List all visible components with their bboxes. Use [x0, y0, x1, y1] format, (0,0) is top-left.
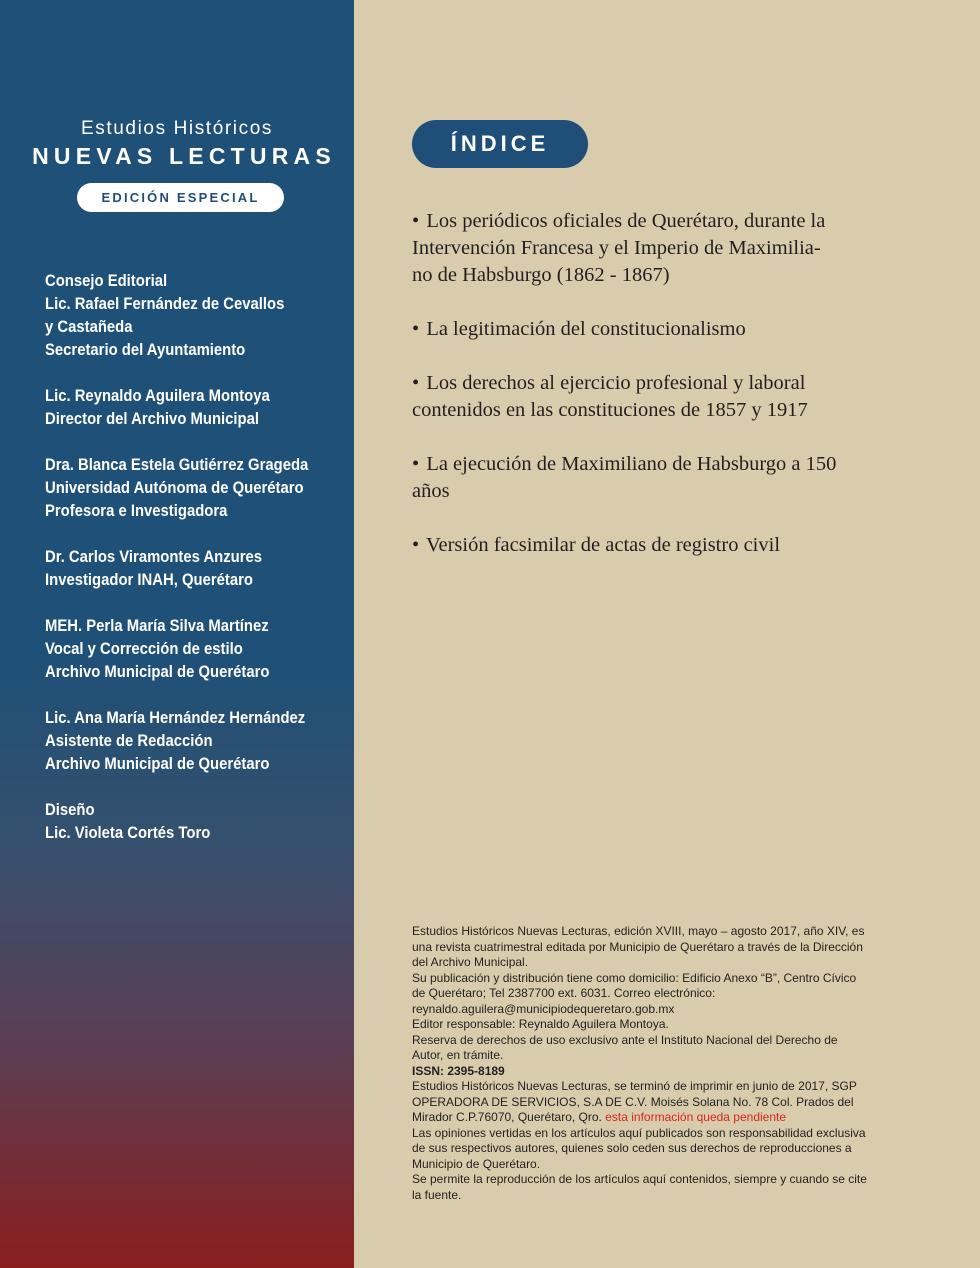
credit-block — [45, 385, 350, 431]
colophon — [412, 924, 912, 1203]
credit-line: Lic. Rafael Fernández de Cevallos — [45, 295, 285, 313]
index-item-text: no de Habsburgo (1862 - 1867) — [412, 264, 670, 286]
colophon-line: Las opiniones vertidas en los artículos aquí publicados son responsabilidad exclusiva — [412, 1125, 866, 1140]
bullet-icon: • — [412, 453, 420, 475]
colophon-publication-info — [412, 924, 912, 1064]
index-item-line — [412, 478, 912, 505]
brand-subtitle: NUEVAS LECTURAS — [32, 143, 336, 169]
credit-block — [45, 799, 350, 845]
index-item — [412, 370, 912, 424]
edition-badge — [77, 183, 284, 212]
issn: ISSN: 2395-8189 — [412, 1063, 505, 1078]
index-item-text: La legitimación del constitucionalismo — [426, 318, 746, 340]
colophon-line: de Querétaro; Tel 2387700 ext. 6031. Correo electrónico: — [412, 986, 716, 1000]
index-item-text: Los periódicos oficiales de Querétaro, durante la — [426, 210, 826, 232]
colophon-line: del Archivo Municipal. — [412, 955, 529, 969]
bullet-icon: • — [412, 210, 420, 232]
index-item-text: La ejecución de Maximiliano de Habsburgo a 150 — [426, 453, 837, 475]
credit-line: MEH. Perla María Silva Martínez — [45, 617, 269, 635]
colophon-line: Su publicación y distribución tiene como domicilio: Edificio Anexo “B”, Centro Cívico — [412, 970, 857, 985]
colophon-line: la fuente. — [412, 1187, 462, 1202]
colophon-line: Estudios Históricos Nuevas Lecturas, se terminó de imprimir en junio de 2017, SGP — [412, 1079, 857, 1093]
credit-line: Lic. Reynaldo Aguilera Montoya — [45, 387, 270, 405]
index-item — [412, 451, 912, 505]
colophon-line: reynaldo.aguilera@municipiodequeretaro.gob.mx — [412, 1001, 675, 1016]
index-item-line — [412, 235, 912, 262]
credit-line: Investigador INAH, Querétaro — [45, 571, 253, 589]
index-item — [412, 208, 912, 289]
colophon-address-line — [412, 1110, 912, 1126]
edition-badge-label: EDICIÓN ESPECIAL — [101, 190, 260, 205]
index-item-line — [412, 397, 912, 424]
colophon-disclaimer — [412, 1126, 912, 1204]
index-item-text: Intervención Francesa y el Imperio de Maximilia- — [412, 237, 821, 259]
index-item-line — [412, 316, 912, 343]
colophon-line: Municipio de Querétaro. — [412, 1156, 541, 1171]
index-item-line — [412, 208, 912, 235]
bullet-icon: • — [412, 372, 420, 394]
credit-line: Universidad Autónoma de Querétaro — [45, 479, 304, 497]
index-item-text: años — [412, 480, 450, 502]
credit-line: Diseño — [45, 801, 95, 819]
index-item-line — [412, 262, 912, 289]
credit-line: Vocal y Corrección de estilo — [45, 640, 243, 658]
index-item-line — [412, 532, 912, 559]
credit-line: Lic. Ana María Hernández Hernández — [45, 709, 306, 727]
colophon-line: Editor responsable: Reynaldo Aguilera Montoya. — [412, 1017, 669, 1031]
credit-line: Consejo Editorial — [45, 272, 168, 290]
credit-line: Profesora e Investigadora — [45, 502, 228, 520]
credit-block — [45, 270, 350, 362]
credit-line: Secretario del Ayuntamiento — [45, 341, 246, 359]
credit-block — [45, 546, 350, 592]
credit-block — [45, 454, 350, 523]
editorial-credits — [45, 270, 350, 868]
index-list — [412, 208, 912, 586]
index-item — [412, 532, 912, 559]
brand-title: Estudios Históricos — [81, 118, 273, 139]
index-item-line — [412, 370, 912, 397]
colophon-line: Autor, en trámite. — [412, 1048, 504, 1062]
index-item-text: Versión facsimilar de actas de registro civil — [425, 534, 781, 556]
index-item-line — [412, 451, 912, 478]
credit-line: Director del Archivo Municipal — [45, 410, 260, 428]
colophon-printing-info — [412, 1079, 912, 1110]
index-heading-badge — [412, 120, 588, 168]
credit-line: Asistente de Redacción — [45, 732, 213, 750]
credit-block — [45, 615, 350, 684]
colophon-line: Reserva de derechos de uso exclusivo ante el Instituto Nacional del Derecho de — [412, 1032, 838, 1047]
pending-note: esta información queda pendiente — [605, 1110, 787, 1124]
sidebar — [0, 0, 354, 1268]
bullet-icon: • — [412, 534, 420, 556]
credit-line: Archivo Municipal de Querétaro — [45, 755, 270, 773]
credit-line: Dr. Carlos Viramontes Anzures — [45, 548, 263, 566]
index-item-text: Los derechos al ejercicio profesional y laboral — [426, 372, 806, 394]
credit-block — [45, 707, 350, 776]
index-item — [412, 316, 912, 343]
index-heading: ÍNDICE — [450, 131, 550, 156]
colophon-line: OPERADORA DE SERVICIOS, S.A DE C.V. Moisés Solana No. 78 Col. Prados del — [412, 1094, 854, 1109]
index-item-text: contenidos en las constituciones de 1857 y 1917 — [412, 399, 808, 421]
credit-line: Archivo Municipal de Querétaro — [45, 663, 270, 681]
colophon-line: de sus respectivos autores, quienes solo ceden sus derechos de reproducciones a — [412, 1141, 852, 1155]
credit-line: Lic. Violeta Cortés Toro — [45, 824, 211, 842]
colophon-line: una revista cuatrimestral editada por Municipio de Querétaro a través de la Dirección — [412, 939, 863, 954]
credit-line: Dra. Blanca Estela Gutiérrez Grageda — [45, 456, 309, 474]
bullet-icon: • — [412, 318, 420, 340]
address-text: Mirador C.P.76070, Querétaro, Qro. — [412, 1110, 606, 1124]
credit-line: y Castañeda — [45, 318, 133, 336]
colophon-line: Estudios Históricos Nuevas Lecturas, edición XVIII, mayo – agosto 2017, año XIV, es — [412, 924, 865, 938]
colophon-line: Se permite la reproducción de los artículos aquí contenidos, siempre y cuando se cite — [412, 1172, 867, 1186]
